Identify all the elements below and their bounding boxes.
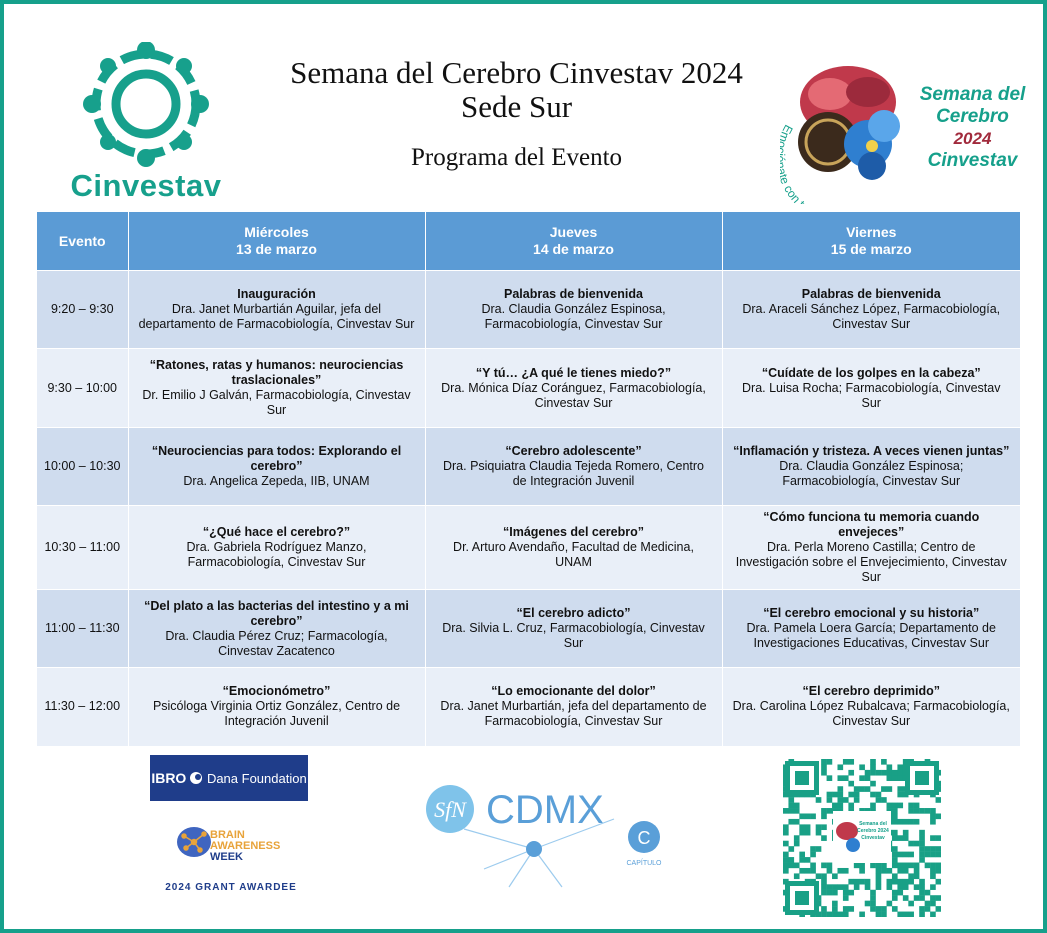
session-cell: [128, 668, 425, 746]
baw-wordmark: [210, 830, 280, 863]
session-speaker: Dra. Perla Moreno Castilla; Centro de Investigación sobre el Envejecimiento, Cinvestav Sur: [735, 540, 1007, 584]
cinvestav-logo: [56, 42, 236, 207]
session-title: “Del plato a las bacterias del intestino y a mi cerebro”: [144, 598, 409, 628]
session-speaker: Dr. Emilio J Galván, Farmacobiología, Cinvestav Sur: [142, 388, 411, 417]
cdmx-wordmark: CDMX: [486, 788, 604, 832]
logo-line-1: Semana del: [919, 84, 1026, 105]
session-cell: [425, 506, 722, 590]
session-speaker: Dra. Silvia L. Cruz, Farmacobiología, Cinvestav Sur: [442, 621, 705, 650]
session-speaker: Psicóloga Virginia Ortiz González, Centro de Integración Juvenil: [152, 699, 401, 729]
sfn-neuron-icon: [424, 779, 669, 894]
table-row: [37, 349, 1020, 428]
day-date: 13 de marzo: [236, 241, 317, 257]
session-cell: [128, 428, 425, 506]
session-cell: [722, 271, 1020, 349]
session-cell: [425, 428, 722, 506]
session-cell: [722, 668, 1020, 746]
qr-label-3: Cinvestav: [861, 835, 885, 841]
session-cell: [722, 506, 1020, 590]
logo-line-2: [915, 106, 1030, 150]
session-cell: [128, 590, 425, 668]
session-speaker: Dra. Claudia González Espinosa, Farmacobiología, Cinvestav Sur: [481, 302, 666, 331]
cinvestav-emblem-icon: [56, 42, 236, 167]
session-title: “Y tú… ¿A qué le tienes miedo?”: [475, 365, 672, 380]
baw-line-1: BRAIN: [210, 829, 245, 841]
day-date: 14 de marzo: [533, 241, 614, 257]
session-speaker: Dra. Claudia Pérez Cruz; Farmacología, Cinvestav Zacatenco: [165, 628, 388, 658]
session-cell: [128, 506, 425, 590]
table-row: [37, 506, 1020, 590]
time-slot: 11:30 – 12:00: [37, 668, 128, 746]
table-row: [37, 590, 1020, 668]
baw-line-3: WEEK: [210, 851, 243, 863]
session-title: “Cerebro adolescente”: [505, 444, 642, 458]
column-header-day: [425, 212, 722, 271]
session-title: “Ratones, ratas y humanos: neurociencias traslacionales”: [149, 358, 404, 387]
qr-label-1: Semana del: [859, 821, 887, 827]
day-name: Jueves: [549, 224, 598, 240]
session-speaker: Dra. Araceli Sánchez López, Farmacobiología, Cinvestav Sur: [742, 302, 1001, 331]
session-title: “Cuídate de los golpes en la cabeza”: [761, 365, 981, 380]
session-speaker: Dra. Janet Murbartián Aguilar, jefa del departamento de Farmacobiología, Cinvestav Sur: [138, 302, 415, 331]
column-header-event: Evento: [37, 212, 128, 271]
session-title: “El cerebro emocional y su historia”: [763, 606, 980, 620]
session-title: “Imágenes del cerebro”: [502, 525, 645, 539]
day-date: 15 de marzo: [830, 241, 912, 257]
session-cell: [722, 428, 1020, 506]
schedule-table: [37, 212, 1020, 746]
session-speaker: Dra. Gabriela Rodríguez Manzo, Farmacobiología, Cinvestav Sur: [186, 540, 367, 569]
brain-network-icon: [176, 822, 212, 862]
session-speaker: Dra. Psiquiatra Claudia Tejeda Romero, Centro de Integración Juvenil: [442, 459, 704, 488]
title-block: [244, 56, 789, 172]
qr-code[interactable]: [783, 759, 941, 917]
session-title: “¿Qué hace el cerebro?”: [202, 525, 351, 539]
session-speaker: Dra. Luisa Rocha; Farmacobiología, Cinvestav Sur: [742, 380, 1001, 410]
svg-text:C: C: [637, 828, 651, 848]
session-title: “Neurociencias para todos: Explorando el cerebro”: [151, 444, 402, 473]
dana-icon: [189, 771, 203, 785]
qr-label-2: Cerebro 2024: [857, 828, 889, 834]
session-title: “El cerebro adicto”: [516, 606, 631, 620]
schedule-body: [37, 271, 1020, 746]
sfn-cdmx-logo: [424, 779, 669, 894]
session-title: “Cómo funciona tu memoria cuando envejeces”: [763, 510, 980, 539]
session-speaker: Dra. Carolina López Rubalcava; Farmacobiología, Cinvestav Sur: [732, 699, 1010, 729]
time-slot: 10:30 – 11:00: [37, 506, 128, 590]
session-cell: [722, 349, 1020, 428]
logo-cerebro: Cerebro: [936, 106, 1009, 127]
session-cell: [425, 590, 722, 668]
session-speaker: Dra. Angelica Zepeda, IIB, UNAM: [183, 474, 370, 488]
session-title: “El cerebro deprimido”: [802, 684, 941, 699]
session-cell: [425, 271, 722, 349]
column-header-day: [128, 212, 425, 271]
page-title-sede: Sede Sur: [460, 89, 573, 124]
cinvestav-wordmark: Cinvestav: [70, 168, 222, 203]
table-row: [37, 428, 1020, 506]
ibro-dana-logo: [150, 755, 308, 801]
table-row: [37, 668, 1020, 746]
page-subtitle: Programa del Evento: [410, 144, 623, 171]
session-title: Palabras de bienvenida: [801, 287, 941, 301]
qr-code-icon: [783, 759, 941, 917]
day-name: Miércoles: [244, 224, 309, 240]
session-cell: [425, 349, 722, 428]
dana-foundation-logo: [189, 771, 307, 786]
semana-cerebro-wordmark: [915, 84, 1030, 172]
session-title: “Emocionómetro”: [222, 684, 331, 699]
column-header-day: [722, 212, 1020, 271]
session-cell: [128, 349, 425, 428]
day-name: Viernes: [846, 224, 897, 240]
session-speaker: Dra. Pamela Loera García; Departamento de Investigaciones Educativas, Cinvestav Sur: [746, 621, 996, 650]
brain-awareness-week-logo: [176, 822, 306, 872]
time-slot: 10:00 – 10:30: [37, 428, 128, 506]
session-title: Palabras de bienvenida: [504, 287, 643, 301]
session-title: “Inflamación y tristeza. A veces vienen juntas”: [733, 444, 1010, 458]
time-slot: 9:30 – 10:00: [37, 349, 128, 428]
time-slot: 9:20 – 9:30: [37, 271, 128, 349]
time-slot: 11:00 – 11:30: [37, 590, 128, 668]
baw-line-2: AWARENESS: [210, 840, 281, 852]
semana-cerebro-logo: [780, 54, 1030, 204]
session-title: Inauguración: [237, 287, 316, 301]
session-cell: [425, 668, 722, 746]
ibro-wordmark: IBRO: [151, 770, 187, 786]
logo-year: 2024: [953, 129, 992, 148]
session-speaker: Dra. Claudia González Espinosa; Farmacobiología, Cinvestav Sur: [779, 459, 964, 488]
logo-tagline: E con: [780, 122, 804, 204]
session-speaker: Dra. Mónica Díaz Coránguez, Farmacobiología, Cinvestav Sur: [441, 380, 706, 410]
capitulo-label: CAPÍTULO: [626, 860, 662, 867]
dana-wordmark: Dana Foundation: [206, 770, 307, 786]
table-header-row: [37, 212, 1020, 271]
logo-line-3: Cinvestav: [927, 150, 1018, 171]
session-speaker: Dra. Janet Murbartián, jefa del departamento de Farmacobiología, Cinvestav Sur: [440, 699, 707, 729]
page-title: Semana del Cerebro Cinvestav 2024: [290, 55, 743, 90]
session-cell: [128, 271, 425, 349]
grant-awardee-label: 2024 GRANT AWARDEE: [165, 882, 297, 893]
session-title: “Lo emocionante del dolor”: [491, 684, 656, 699]
sfn-wordmark: SfN: [434, 797, 466, 822]
table-row: [37, 271, 1020, 349]
brain-flower-icon: [780, 54, 920, 204]
session-speaker: Dr. Arturo Avendaño, Facultad de Medicina, UNAM: [453, 540, 694, 569]
session-cell: [722, 590, 1020, 668]
